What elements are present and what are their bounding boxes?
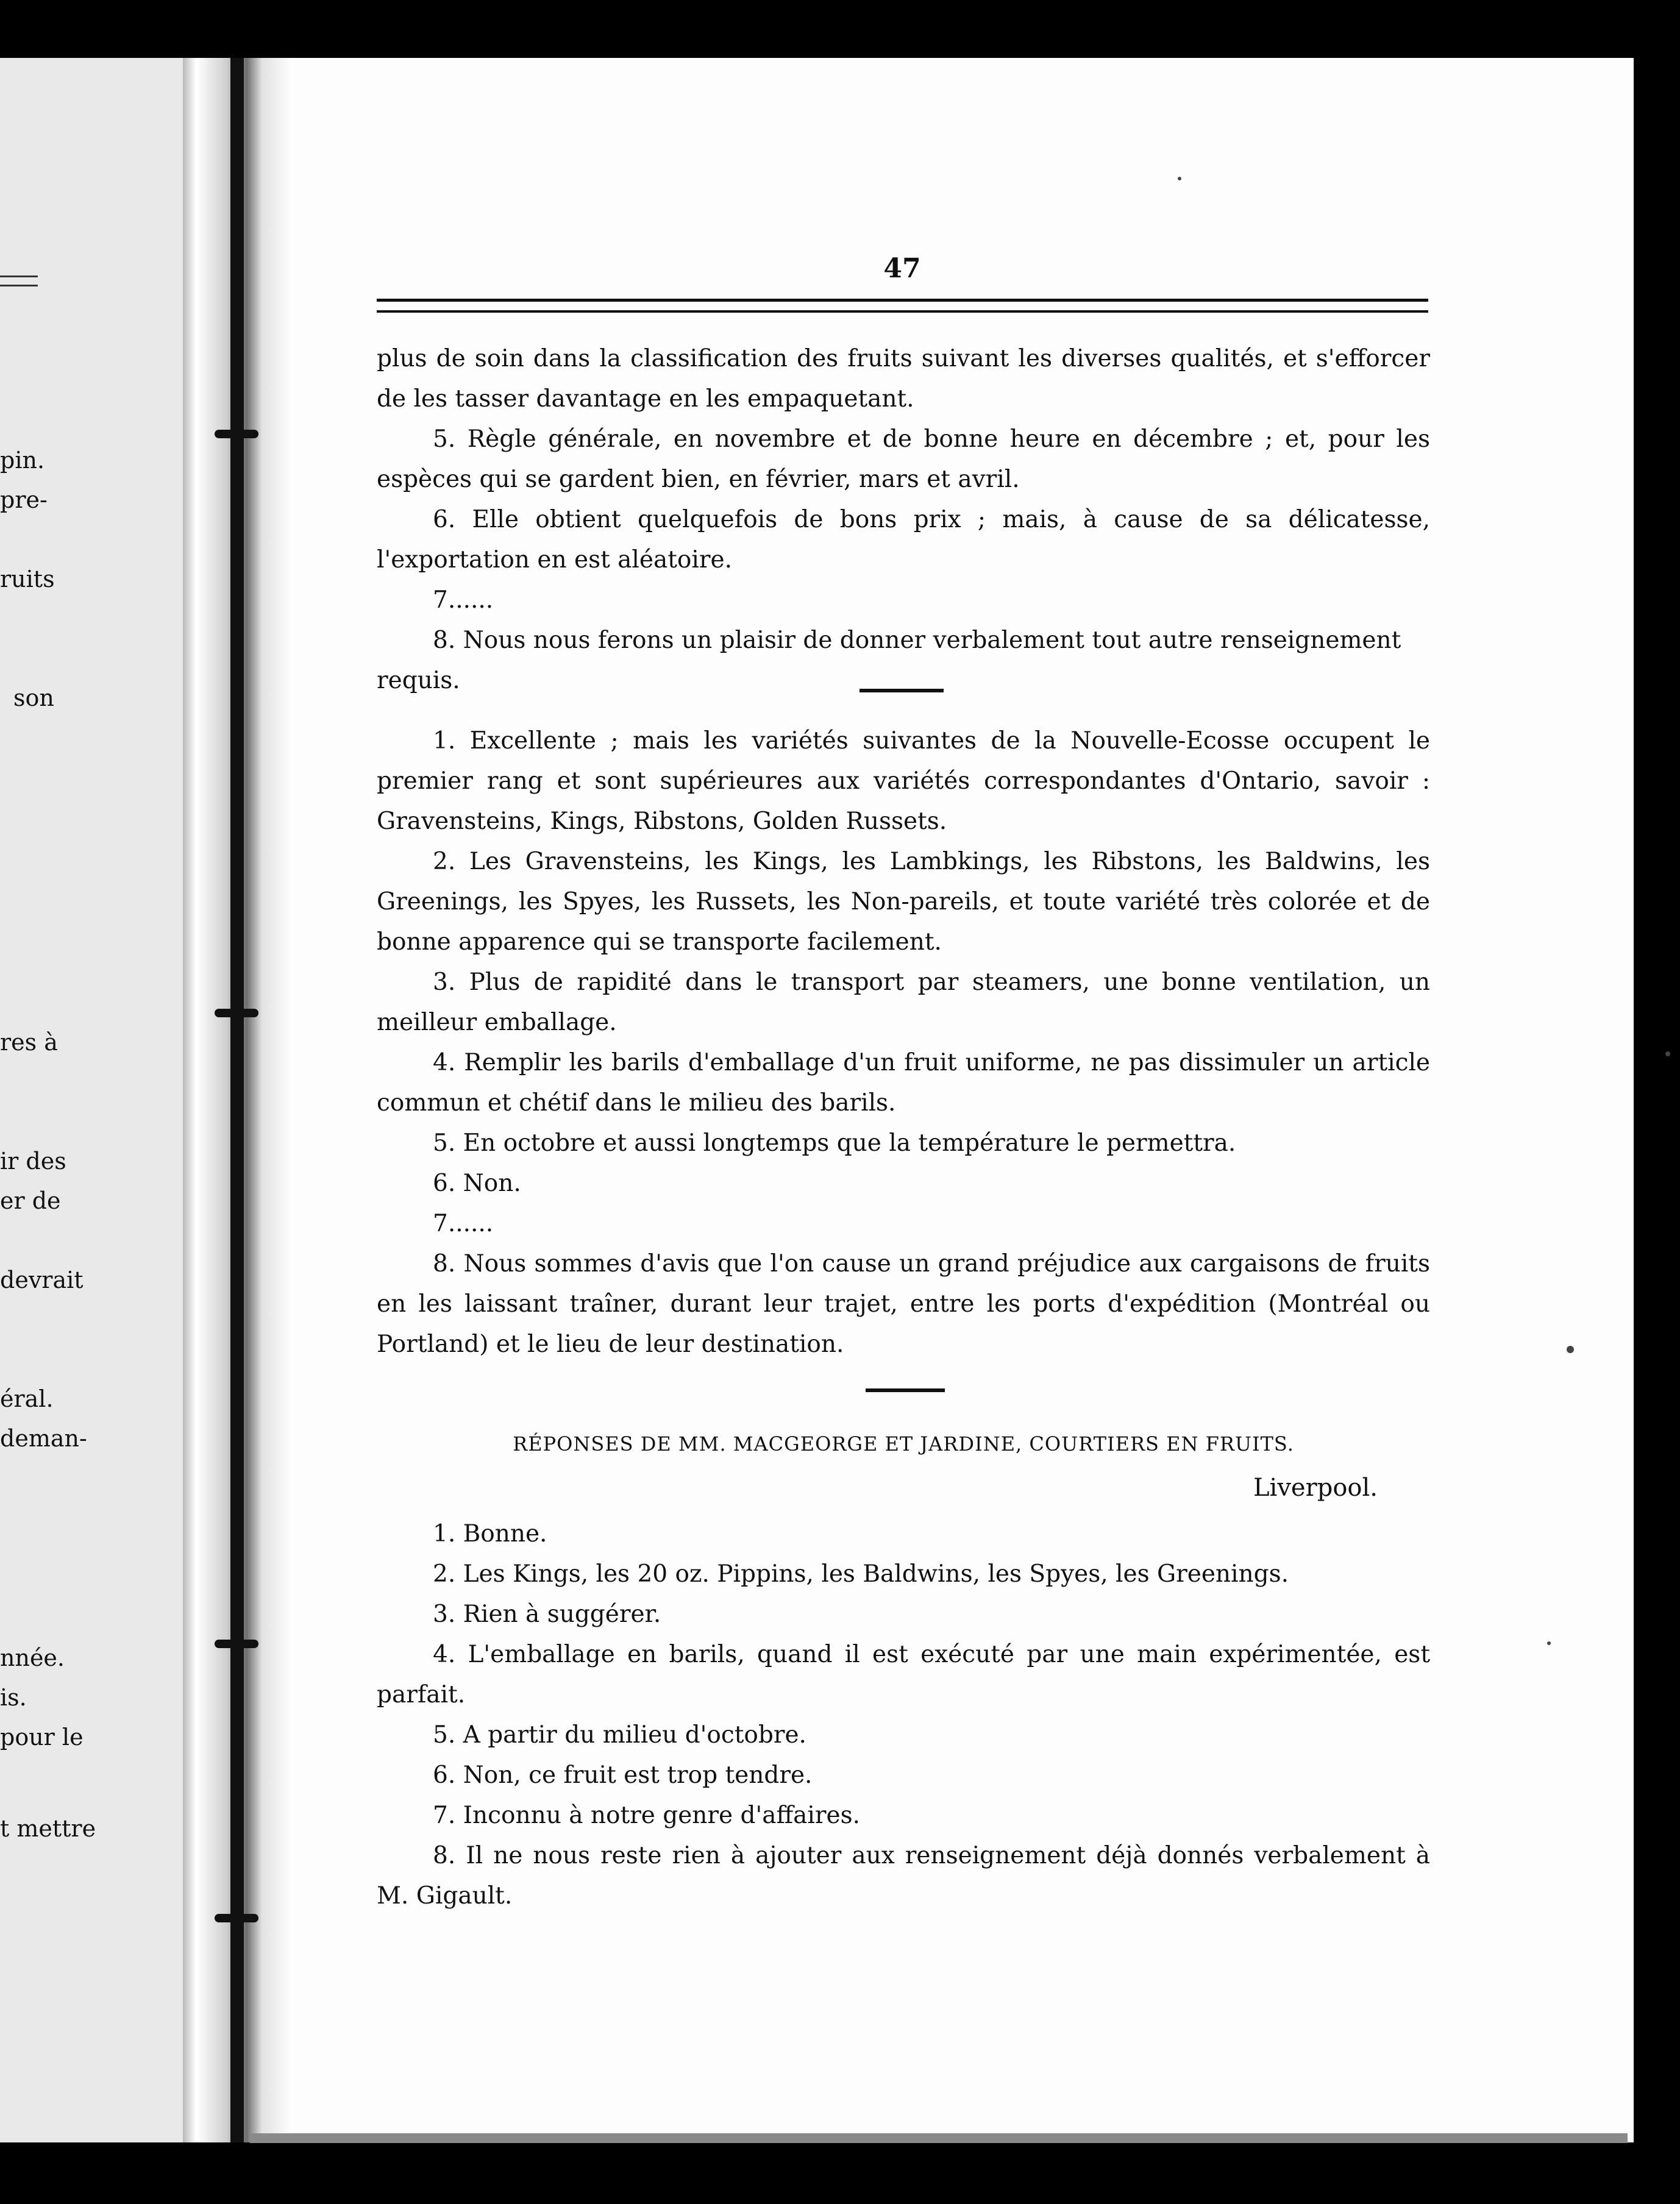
paragraph: 5. En octobre et aussi longtemps que la température le permettra.: [433, 1129, 1236, 1157]
paragraph: 2. Les Gravensteins, les Kings, les Lambkings, les Ribstons, les Baldwins, les Greenings, les Spyes, les Russets, les Non-pareils, et toute variété très colorée et de bonne apparence qui se transporte facilement.: [377, 848, 1430, 956]
left-page-line: is.: [0, 1684, 27, 1711]
left-page-line: devrait: [0, 1267, 84, 1293]
left-page-line: pre-: [0, 486, 48, 513]
left-page-line: t mettre: [0, 1815, 96, 1842]
binding-stitch: [215, 1009, 258, 1017]
left-page-line: deman-: [0, 1425, 87, 1452]
binding-stitch: [215, 1640, 258, 1648]
paragraph: 3. Rien à suggérer.: [433, 1601, 661, 1628]
left-page-line: éral.: [0, 1385, 54, 1412]
paragraph: 7. Inconnu à notre genre d'affaires.: [433, 1802, 861, 1829]
left-page-line: ir des: [0, 1148, 66, 1175]
left-page-line: pour le: [0, 1724, 84, 1751]
left-page-line: ruits: [0, 566, 55, 592]
scan-speck: [1567, 1346, 1574, 1353]
paragraph: 8. Nous nous ferons un plaisir de donner verbalement tout autre renseignement requis.: [377, 627, 1401, 694]
page-number: 47: [883, 253, 921, 284]
paragraph: 1. Bonne.: [433, 1520, 547, 1548]
paragraph: 5. A partir du milieu d'octobre.: [433, 1721, 806, 1749]
paragraph: 7......: [433, 1210, 494, 1237]
scan-speck: [1547, 1641, 1551, 1645]
left-page-line: son: [13, 684, 54, 711]
paragraph: 8. Nous sommes d'avis que l'on cause un grand préjudice aux cargaisons de fruits en les laissant traîner, durant leur trajet, entre les ports d'expédition (Montréal ou Portland) et le lieu de leur destination.: [377, 1250, 1430, 1358]
scan-speck: [1178, 177, 1181, 180]
left-page-line: er de: [0, 1187, 61, 1214]
page-bottom-edge: [250, 2133, 1628, 2143]
paragraph: plus de soin dans la classification des fruits suivant les diverses qualités, et s'efforcer de les tasser davantage en les empaquetant.: [377, 345, 1430, 413]
paragraph: 6. Non, ce fruit est trop tendre.: [433, 1761, 813, 1789]
section-separator: [860, 689, 944, 692]
paragraph: 6. Non.: [433, 1170, 521, 1197]
left-page-line: nnée.: [0, 1644, 65, 1671]
paragraph: 2. Les Kings, les 20 oz. Pippins, les Baldwins, les Spyes, les Greenings.: [433, 1560, 1289, 1588]
paragraph: 4. Remplir les barils d'emballage d'un fruit uniforme, ne pas dissimuler un article commun et chétif dans le milieu des barils.: [377, 1049, 1430, 1117]
paragraph: 1. Excellente ; mais les variétés suivantes de la Nouvelle-Ecosse occupent le premier rang et sont supérieures aux variétés correspondantes d'Ontario, savoir : Gravensteins, Kings, Ribstons, Golden Russets.: [377, 727, 1430, 835]
scan-speck: [1665, 1051, 1670, 1056]
binding-stitch: [215, 1914, 258, 1922]
binding-stitch: [215, 430, 258, 438]
section-1-text: [377, 339, 1430, 701]
section-2-text: [377, 721, 1430, 1365]
paragraph: 6. Elle obtient quelquefois de bons prix ; mais, à cause de sa délicatesse, l'exportation en est aléatoire.: [377, 506, 1430, 574]
paragraph: 5. Règle générale, en novembre et de bonne heure en décembre ; et, pour les espèces qui se gardent bien, en février, mars et avril.: [377, 425, 1430, 493]
paragraph: 4. L'emballage en barils, quand il est exécuté par une main expérimentée, est parfait.: [377, 1641, 1430, 1708]
section-3-text: [377, 1514, 1430, 1916]
left-page-rule: [0, 276, 38, 286]
section-heading: RÉPONSES DE MM. MACGEORGE ET JARDINE, COURTIERS EN FRUITS.: [513, 1432, 1294, 1456]
paragraph: 7......: [433, 586, 494, 614]
left-page-line: res à: [0, 1029, 58, 1056]
paragraph: 3. Plus de rapidité dans le transport par steamers, une bonne ventilation, un meilleur emballage.: [377, 969, 1430, 1036]
paragraph: 8. Il ne nous reste rien à ajouter aux renseignement déjà donnés verbalement à M. Gigault.: [377, 1842, 1430, 1910]
left-page-line: pin.: [0, 447, 45, 474]
book-spine: [230, 58, 244, 2142]
section-separator: [866, 1388, 945, 1392]
place-name: Liverpool.: [1253, 1474, 1378, 1502]
header-rule: [377, 299, 1428, 313]
